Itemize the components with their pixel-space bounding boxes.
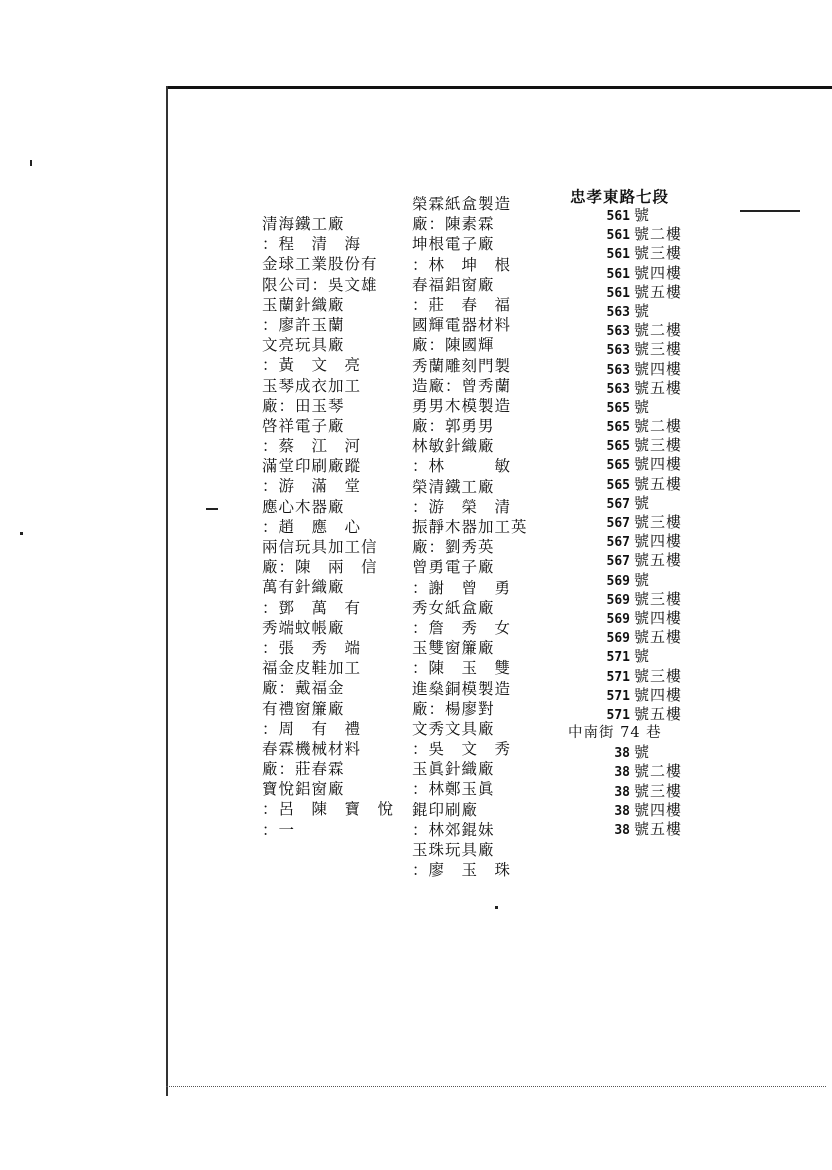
listing-line: 秀女紙盒廠: [412, 598, 495, 617]
listing-line: 啓祥電子廠: [262, 416, 345, 435]
left-column-listings: [262, 214, 394, 840]
listing-line: 廠：楊廖對: [412, 699, 495, 718]
address-number: 565: [606, 458, 630, 474]
listing-line: ：游 滿 堂: [262, 477, 362, 496]
address-row: [560, 686, 682, 705]
listing-line: ：張 秀 端: [262, 638, 362, 657]
listing-line: 廠：陳 兩 信: [262, 558, 378, 577]
address-row: [560, 494, 682, 513]
address-row: [560, 647, 682, 666]
address-suffix: 號二樓: [634, 762, 683, 781]
street-header: 忠孝東路七段: [570, 187, 670, 206]
listing-line: ：林 敏: [412, 457, 512, 476]
listing-line: 春霖機械材料: [262, 739, 362, 758]
page-border-top: [166, 86, 832, 89]
listing-line: ：程 清 海: [262, 235, 362, 254]
address-row: [560, 455, 682, 474]
listing-line: 滿堂印刷廠蹤: [262, 457, 362, 476]
address-number: 38: [614, 746, 630, 762]
address-number: 571: [606, 669, 630, 685]
address-suffix: 號三樓: [634, 340, 683, 359]
listing-line: 玉琴成衣加工: [262, 376, 362, 395]
listing-line: ：廖 玉 珠: [412, 861, 512, 880]
address-row: [560, 628, 682, 647]
listing-line: 秀蘭雕刻門製: [412, 356, 512, 375]
listing-line: ：鄧 萬 有: [262, 598, 362, 617]
address-suffix: 號: [634, 493, 651, 512]
listing-line: 廠：田玉琴: [262, 396, 345, 415]
listing-line: 玉珠玩具廠: [412, 841, 495, 859]
scan-speck: [206, 508, 218, 510]
listing-line: ：黃 文 亮: [262, 356, 362, 375]
listing-line: 文亮玩具廠: [262, 336, 345, 355]
address-row: [560, 264, 682, 283]
address-suffix: 號四樓: [634, 608, 683, 627]
address-number: 571: [606, 650, 630, 666]
address-suffix: 號四樓: [634, 359, 683, 378]
listing-line: 國輝電器材料: [412, 316, 512, 335]
listing-line: 榮清鐵工廠: [412, 477, 495, 496]
page-border-bottom: [166, 1086, 826, 1087]
listing-line: ：謝 曾 勇: [412, 578, 512, 597]
address-suffix: 號五樓: [634, 474, 683, 493]
address-row: [560, 590, 682, 609]
address-suffix: 號: [634, 743, 651, 762]
listing-line: 文秀文具廠: [412, 719, 495, 738]
address-row: [560, 551, 682, 570]
address-number: 38: [614, 784, 630, 800]
address-suffix: 號三樓: [634, 666, 683, 685]
listing-line: 廠：陳素霖: [412, 215, 495, 234]
address-suffix: 號: [634, 206, 651, 224]
listing-line: 振靜木器加工英: [412, 518, 528, 536]
listing-line: 萬有針織廠: [262, 578, 345, 597]
listing-line: 曾勇電子廠: [412, 558, 495, 577]
address-row: [560, 360, 682, 379]
address-row: [560, 436, 682, 455]
address-suffix: 號: [634, 647, 651, 666]
listing-line: ：周 有 禮: [262, 719, 362, 738]
address-row: [560, 571, 682, 590]
address-number: 567: [606, 535, 630, 551]
listing-line: 勇男木模製造: [412, 396, 512, 415]
listing-line: ：蔡 江 河: [262, 437, 362, 456]
address-suffix: 號二樓: [634, 225, 683, 244]
listing-line: 寶悅鋁窗廠: [262, 780, 345, 799]
listing-line: 坤根電子廠: [412, 235, 495, 254]
address-row: [560, 340, 682, 359]
scan-speck: [20, 532, 23, 535]
address-number: 563: [606, 343, 630, 359]
address-row: [560, 513, 682, 532]
address-number: 565: [606, 400, 630, 416]
listing-line: ：林鄭玉眞: [412, 780, 495, 799]
listing-line: 錕印刷廠: [412, 800, 479, 819]
listing-line: 玉雙窗簾廠: [412, 639, 495, 658]
address-suffix: 號四樓: [634, 532, 683, 551]
listing-line: 廠：郭勇男: [412, 417, 495, 436]
listing-line: 兩信玩具加工信: [262, 538, 378, 556]
address-number: 567: [606, 516, 630, 531]
listing-line: 福金皮鞋加工: [262, 659, 362, 678]
address-suffix: 號: [634, 397, 651, 416]
address-row: [560, 244, 682, 263]
address-row: [560, 667, 682, 686]
address-row: [560, 801, 682, 820]
address-row: [560, 532, 682, 551]
address-row: [560, 398, 682, 417]
address-row: [560, 762, 682, 781]
address-suffix: 號三樓: [634, 436, 683, 455]
scan-speck: [740, 210, 800, 212]
address-number: 565: [606, 439, 630, 455]
address-row: [560, 782, 682, 801]
page-border-left: [166, 86, 168, 1096]
listing-line: ：陳 玉 雙: [412, 659, 512, 678]
address-row: [560, 283, 682, 302]
listing-line: 進燊銅模製造: [412, 679, 512, 698]
address-number: 565: [606, 420, 630, 436]
address-suffix: 號三樓: [634, 589, 683, 608]
address-row: [560, 379, 682, 398]
address-number: 565: [606, 477, 630, 493]
address-number: 563: [606, 362, 630, 378]
address-number: 563: [606, 381, 630, 397]
address-column: [560, 206, 682, 839]
address-suffix: 號三樓: [634, 781, 683, 800]
listing-line: 春福鋁窗廠: [412, 275, 495, 294]
address-suffix: 號五樓: [634, 820, 683, 838]
address-number: 38: [614, 803, 630, 819]
address-number: 561: [606, 209, 630, 224]
address-suffix: 號三樓: [634, 244, 683, 263]
address-number: 569: [606, 592, 630, 608]
listing-line: 玉眞針織廠: [412, 760, 495, 779]
middle-column-listings: [412, 194, 528, 880]
listing-line: ：莊 春 福: [412, 295, 512, 314]
listing-line: 廠：陳國輝: [412, 336, 495, 355]
address-number: 561: [606, 228, 630, 244]
address-number: 571: [606, 707, 630, 723]
listing-line: ：詹 秀 女: [412, 618, 512, 637]
address-row: [560, 302, 682, 321]
address-suffix: 號五樓: [634, 704, 683, 723]
address-row: [560, 475, 682, 494]
address-row: [560, 225, 682, 244]
listing-line: 廠：戴福金: [262, 679, 345, 698]
listing-line: 應心木器廠: [262, 497, 345, 516]
address-number: 38: [614, 823, 630, 838]
listing-line: 有禮窗簾廠: [262, 699, 345, 718]
side-street-header: 中南街 74 巷: [568, 725, 662, 742]
address-suffix: 號: [634, 570, 651, 589]
address-number: 571: [606, 688, 630, 704]
address-number: 569: [606, 631, 630, 647]
address-row: [560, 743, 682, 762]
listing-line: 清海鐵工廠: [262, 215, 345, 233]
address-suffix: 號二樓: [634, 417, 683, 436]
address-suffix: 號四樓: [634, 263, 683, 282]
address-number: 563: [606, 324, 630, 340]
listing-line: ：林 坤 根: [412, 255, 512, 274]
listing-line: 限公司：吳文雄: [262, 275, 378, 294]
listing-line: 榮霖紙盒製造: [412, 195, 512, 213]
address-suffix: 號四樓: [634, 800, 683, 819]
address-suffix: 號五樓: [634, 282, 683, 301]
listing-line: 秀端蚊帳廠: [262, 618, 345, 637]
listing-line: ：呂 陳 寶 悅: [262, 800, 395, 819]
listing-line: ：廖許玉蘭: [262, 315, 345, 334]
address-number: 569: [606, 611, 630, 627]
listing-line: 林敏針織廠: [412, 437, 495, 456]
address-number: 569: [606, 573, 630, 589]
listing-line: ：吳 文 秀: [412, 740, 512, 759]
listing-line: 造廠：曾秀蘭: [412, 376, 512, 395]
listing-line: ：游 榮 清: [412, 497, 512, 516]
address-suffix: 號二樓: [634, 321, 683, 340]
address-suffix: 號四樓: [634, 455, 683, 474]
address-suffix: 號四樓: [634, 685, 683, 704]
scan-speck: [495, 906, 498, 909]
address-suffix: 號三樓: [634, 513, 683, 531]
listing-line: 廠：莊春霖: [262, 760, 345, 779]
listing-line: ：一: [262, 820, 296, 839]
address-row: [560, 609, 682, 628]
address-row: [560, 705, 682, 724]
listing-line: ：趙 應 心: [262, 517, 362, 536]
listing-line: ：林郊錕妹: [412, 820, 495, 839]
address-suffix: 號五樓: [634, 628, 683, 647]
address-row: [560, 820, 682, 839]
address-suffix: 號五樓: [634, 378, 683, 397]
listing-line: 玉蘭針織廠: [262, 295, 345, 314]
address-number: 38: [614, 765, 630, 781]
address-number: 561: [606, 266, 630, 282]
listing-line: 廠：劉秀英: [412, 538, 495, 557]
address-number: 561: [606, 247, 630, 263]
address-row: [560, 417, 682, 436]
address-number: 567: [606, 496, 630, 512]
address-number: 561: [606, 285, 630, 301]
scan-speck: [30, 160, 32, 166]
address-number: 563: [606, 304, 630, 320]
address-row: [560, 206, 682, 225]
address-suffix: 號五樓: [634, 551, 683, 570]
address-number: 567: [606, 554, 630, 570]
address-row: [560, 321, 682, 340]
address-suffix: 號: [634, 301, 651, 320]
listing-line: 金球工業股份有: [262, 255, 378, 274]
